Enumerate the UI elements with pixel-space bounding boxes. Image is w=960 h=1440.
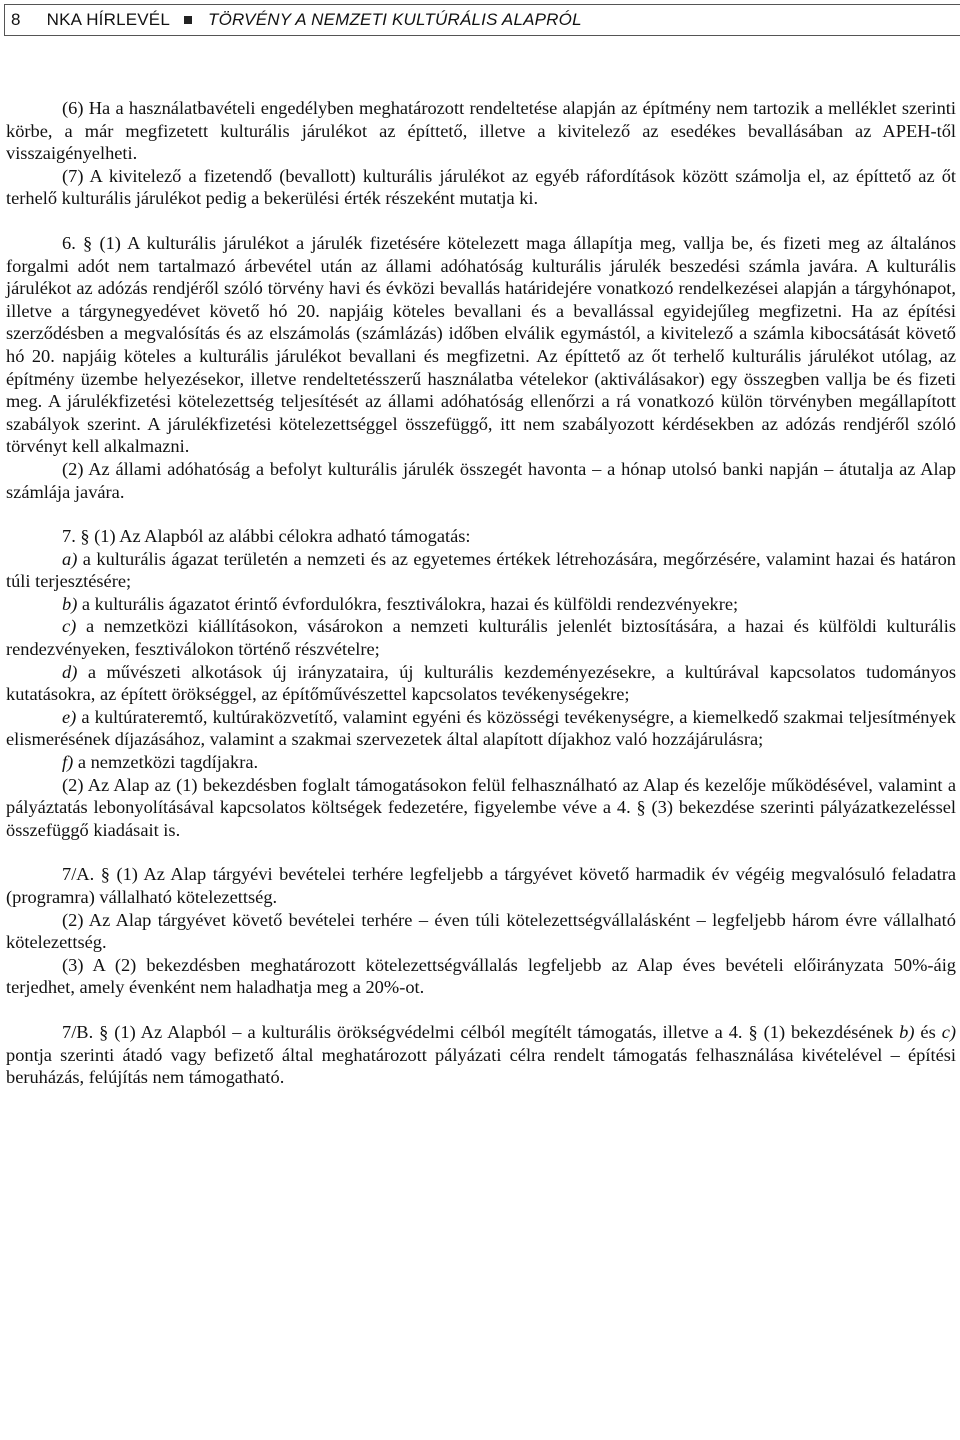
point-marker: c) <box>62 616 77 637</box>
point-marker: c) <box>941 1021 956 1042</box>
paragraph <box>6 593 956 616</box>
paragraph <box>6 909 956 954</box>
text-run: 6. § (1) A kulturális járulékot a járulék fizetésére kötelezett maga állapítja meg, vallja be, és fizeti meg az általános forgalmi adót nem tartalmazó árbevétel után az állami adóhatóság kulturális járulék beszedési számla javára. A kulturális járulékot az adózás rendjéről szóló törvény havi és évközi bevallás határidejére vonatkozó rendelkezései alapján a tárgyhónapot, illetve a tárgynegyedévet követő hó 20. napjáig köteles bevallani és a bevallással egyidejűleg megfizetni. Ha az építési szerződésben a megvalósítás és az elszámolás (számlázás) időben elválik egymástól, a kivitelező a számla kibocsátását követő hó 20. napjáig köteles a kulturális járulékot bevallani és megfizetni. Az építtető az őt terhelő kulturális járulékot utólag, az építmény üzembe helyezésekor, illetve rendeltetésszerű használatba vételekor (aktiválásakor) egy összegben vallja be és fizeti meg. A járulékfizetési kötelezettség teljesítését az állami adóhatóság ellenőrzi a rá vonatkozó külön törvényben megállapított szabályok szerint. A járulékfizetési kötelezettséggel összefüggő, itt nem szabályozott kérdésekben az adózás rendjéről szóló törvényt kell alkalmazni. <box>6 232 956 457</box>
paragraph <box>6 97 956 165</box>
paragraph <box>6 774 956 842</box>
publication-title: NKA HÍRLEVÉL <box>46 10 170 29</box>
paragraph <box>6 232 956 458</box>
paragraph <box>6 458 956 503</box>
text-run: (2) Az állami adóhatóság a befolyt kulturális járulék összegét havonta – a hónap utolsó banki napján – átutalja az Alap számlája javára. <box>6 458 956 502</box>
paragraph <box>6 954 956 999</box>
text-run: a nemzetközi tagdíjakra. <box>73 752 259 773</box>
paragraph <box>6 1021 956 1089</box>
section-title: TÖRVÉNY A NEMZETI KULTÚRÁLIS ALAPRÓL <box>208 10 582 29</box>
body-text <box>6 97 956 1089</box>
text-run: (2) Az Alap az (1) bekezdésben foglalt támogatásokon felül felhasználható az Alap és kezelője működésével, valamint a pályáztatás lebonyolításával kapcsolatos költségek fedezetére, figyelembe véve a 4. § (3) bekezdése szerinti pályázatkezeléssel összefüggő kiadásait is. <box>6 774 956 840</box>
point-marker: f) <box>62 752 74 773</box>
text-run: (2) Az Alap tárgyévet követő bevételei terhére – éven túli kötelezettségvállalásként – legfeljebb három évre vállalható kötelezettség. <box>6 909 956 953</box>
point-marker: d) <box>62 661 78 682</box>
point-marker: e) <box>62 706 77 727</box>
page-number: 8 <box>11 10 21 29</box>
point-marker: a) <box>62 548 78 569</box>
text-run: a nemzetközi kiállításokon, vásárokon a nemzeti kulturális jelenlét biztosítására, a hazai és külföldi kulturális rendezvényeken, fesztiválokon történő részvételre; <box>6 616 956 660</box>
running-header <box>4 4 960 36</box>
text-run: a kultúrateremtő, kultúraközvetítő, valamint egyéni és közösségi tevékenységre, a kiemelkedő szakmai teljesítmények elismerésének díjazásához, valamint a szakmai szervezetek által alapított díjakhoz való hozzájárulásra; <box>6 706 956 750</box>
text-run: a kulturális ágazatot érintő évfordulókra, fesztiválokra, hazai és külföldi rendezvényekre; <box>77 593 739 614</box>
paragraph <box>6 661 956 706</box>
paragraph <box>6 706 956 751</box>
paragraph <box>6 751 956 774</box>
text-run: 7/A. § (1) Az Alap tárgyévi bevételei terhére legfeljebb a tárgyévet követő harmadik év végéig megvalósuló feladatra (programra) vállalható kötelezettség. <box>6 864 956 907</box>
text-run: 7. § (1) Az Alapból az alábbi célokra adható támogatás: <box>62 526 471 547</box>
paragraph <box>6 165 956 210</box>
square-bullet-icon <box>184 16 192 24</box>
paragraph <box>6 525 956 548</box>
text-run: (3) A (2) bekezdésben meghatározott kötelezettségvállalás legfeljebb az Alap éves bevételi előirányzata 50%-áig terjedhet, amely évenként nem haladhatja meg a 20%-ot. <box>6 954 956 998</box>
text-run: (7) A kivitelező a fizetendő (bevallott) kulturális járulékot az egyéb ráfordítások között számolja el, az építtető az őt terhelő kulturális járulékot pedig a bekerülési érték részeként mutatja ki. <box>6 165 956 209</box>
paragraph <box>6 548 956 593</box>
text-run: pontja szerinti átadó vagy befizető által meghatározott pályázati célra rendelt támogatás felhasználása kivételével – építési beruházás, felújítás nem támogatható. <box>6 1044 956 1088</box>
text-run: 7/B. § (1) Az Alapból – a kulturális örökségvédelmi célból megítélt támogatás, illetve a 4. § (1) bekezdésének <box>62 1021 900 1042</box>
point-marker: b) <box>62 593 78 614</box>
text-run: a művészeti alkotások új irányzataira, új kulturális kezdeményezésekre, a kultúrával kapcsolatos tudományos kutatásokra, az épített örökséggel, az építőművészettel kapcsolatos tevékenységekre; <box>6 661 956 705</box>
paragraph <box>6 615 956 660</box>
text-run: a kulturális ágazat területén a nemzeti és az egyetemes értékek létrehozására, megőrzésére, valamint hazai és határon túli terjesztésére; <box>6 548 956 592</box>
paragraph <box>6 863 956 908</box>
point-marker: b) <box>899 1021 915 1042</box>
text-run: és <box>914 1021 942 1042</box>
text-run: (6) Ha a használatbavételi engedélyben meghatározott rendeltetése alapján az építmény nem tartozik a melléklet szerinti körbe, a már megfizetett kulturális járulékot az építtető, illetve a kivitelező az esedékes bevallásában az APEH-től visszaigényelheti. <box>6 98 956 164</box>
